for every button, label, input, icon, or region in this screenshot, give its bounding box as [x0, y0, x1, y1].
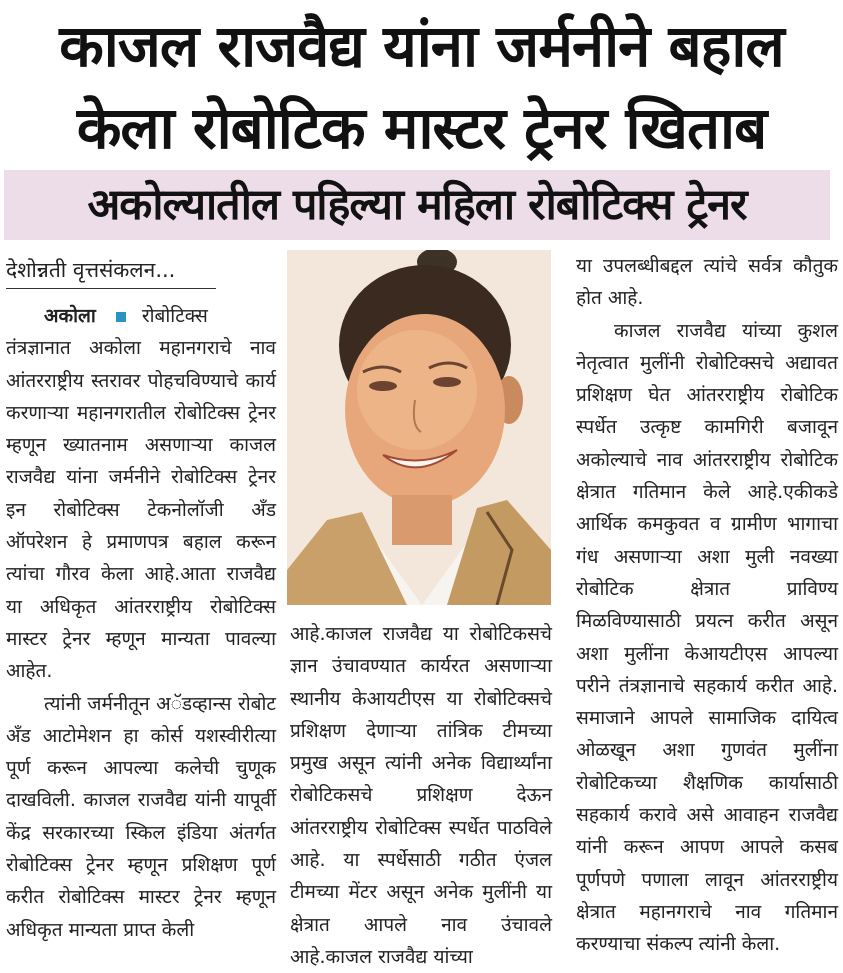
middle-column: [290, 618, 552, 973]
right-paragraph-2: काजल राजवैद्य यांच्या कुशल नेतृत्वात मुलींनी रोबोटिक्सचे अद्यावत प्रशिक्षण घेत आंतरराष्ट्रीय रोबोटिक स्पर्धेत उत्कृष्ट कामगिरी बजावून अकोल्याचे नाव आंतरराष्ट्रीय रोबोटिक क्षेत्रात गतिमान केले आहे.एकीकडे आर्थिक कमकुवत व ग्रामीण भागाचा गंध असणाऱ्या अशा मुली नवख्या रोबोटिक क्षेत्रात प्राविण्य मिळविण्यासाठी प्रयत्न करीत असून अशा मुलींना केआयटीएस आपल्या परीने तंत्रज्ञानाचे सहकार्य करीत आहे. समाजाने आपले सामाजिक दायित्व ओळखून अशा गुणवंत मुलींना रोबोटिकच्या शैक्षणिक कार्यासाठी सहकार्य करावे असे आवाहन राजवैद्य यांनी करून आपण आपले कसब पूर्णपणे पणाला लावून आंतरराष्ट्रीय क्षेत्रात महानगराचे नाव गतिमान करण्याचा संकल्प त्यांनी केला.: [576, 319, 838, 956]
left-paragraph-2: त्यांनी जर्मनीतून अॅडव्हान्स रोबोट अँड आटोमेशन हा कोर्स यशस्वीरीत्या पूर्ण करून आपल्या कलेची चुणूक दाखविली. काजल राजवैद्य यांनी यापूर्वी केंद्र सरकारच्या स्किल इंडिया अंतर्गत रोबोटिक्स ट्रेनर म्हणून प्रशिक्षण पूर्ण करीत रोबोटिक्स मास्टर ट्रेनर म्हणून अधिकृत मान्यता प्राप्त केली: [6, 692, 276, 941]
right-column: [576, 250, 838, 961]
headline-line-2: केला रोबोटिक मास्टर ट्रेनर खिताब: [76, 94, 767, 162]
subheadline-band: [4, 170, 830, 240]
headline-line-1: काजल राजवैद्य यांना जर्मनीने बहाल: [59, 12, 784, 80]
left-paragraph-1: [6, 300, 276, 688]
dateline: अकोला: [44, 305, 96, 327]
middle-paragraph-1: आहे.काजल राजवैद्य या रोबोटिकसचे ज्ञान उंचावण्यात कार्यरत असणाऱ्या स्थानीय केआयटीएस या रोबोटिक्सचे प्रशिक्षण देणाऱ्या तांत्रिक टीमच्या प्रमुख असून त्यांनी अनेक विद्यार्थ्यांना रोबोटिकसचे प्रशिक्षण देऊन आंतरराष्ट्रीय रोबोटिक्स स्पर्धेत पाठविले आहे. या स्पर्धेसाठी गठीत एंजल टीमच्या मेंटर असून अनेक मुलींनी या क्षेत्रात आपले नाव उंचावले आहे.काजल राजवैद्य यांच्या: [290, 623, 552, 968]
byline: देशोन्नती वृत्तसंकलन...: [6, 252, 216, 289]
square-bullet-icon: [116, 312, 126, 322]
left-paragraph-1-text: रोबोटिक्स तंत्रज्ञानात अकोला महानगराचे नाव आंतरराष्ट्रीय स्तरावर पोहचविण्याचे कार्य करणाऱ्या महानगरातील रोबोटिक्स ट्रेनर म्हणून ख्यातनाम असणाऱ्या काजल राजवैद्य यांना जर्मनीने रोबोटिक्स ट्रेनर इन रोबोटिक्स टेकनोलॉजी अँड ऑपरेशन हे प्रमाणपत्र बहाल करून त्यांचा गौरव केला आहे.आता राजवैद्य या अधिकृत आंतरराष्ट्रीय रोबोटिक्स मास्टर ट्रेनर म्हणून मान्यता पावल्या आहेत.: [6, 305, 276, 683]
subheadline: अकोल्यातील पहिल्या महिला रोबोटिक्स ट्रेनर: [87, 180, 747, 230]
portrait-image: [287, 250, 551, 605]
portrait-photo: [287, 250, 551, 605]
right-paragraph-1: या उपलब्धीबद्दल त्यांचे सर्वत्र कौतुक होत आहे.: [576, 255, 838, 310]
left-column: [6, 300, 276, 946]
